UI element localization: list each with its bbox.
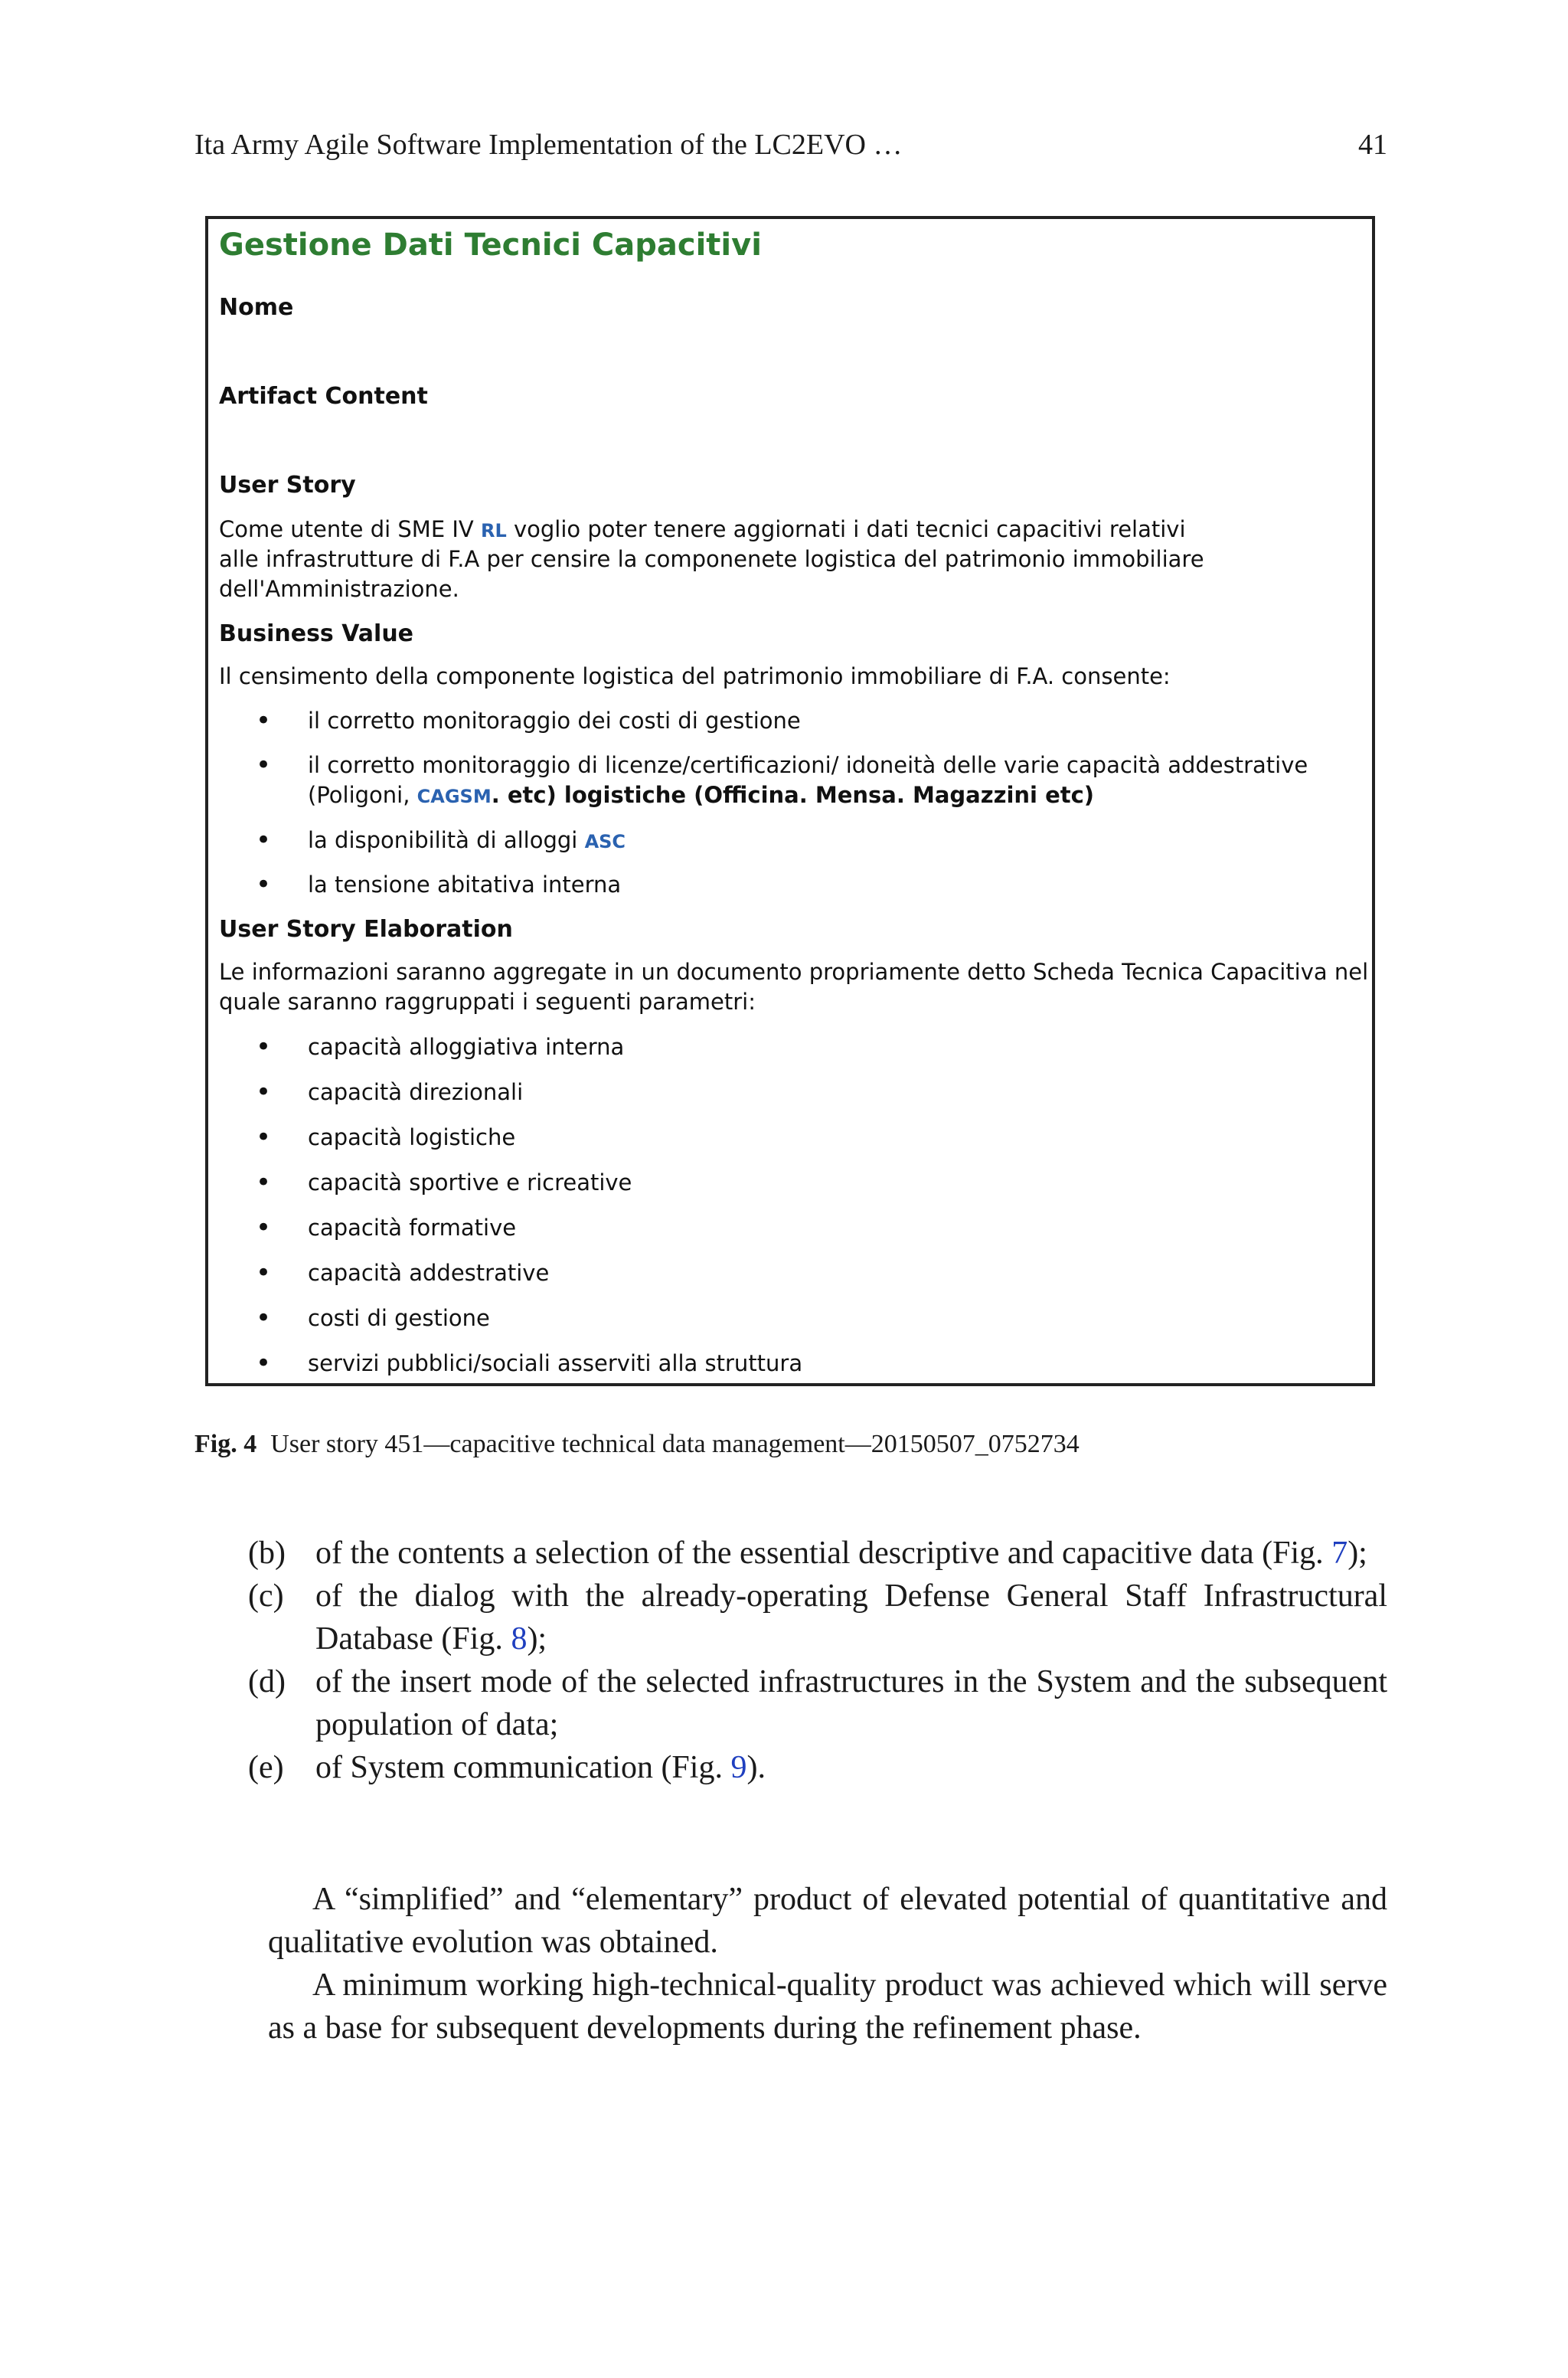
user-story-line-1-start: Come utente di SME IV (219, 516, 481, 542)
figure-ref-link[interactable]: 7 (1331, 1536, 1348, 1571)
list-item (254, 1213, 802, 1243)
enum-body: of the contents a selection of the essential descriptive and capacitive data (Fig. (315, 1536, 1332, 1571)
list-item (254, 870, 621, 900)
list-item-text: il corretto monitoraggio di licenze/certificazioni/ idoneità delle varie capacità addestrative (308, 752, 1308, 778)
asc-tag: ASC (584, 831, 626, 852)
nome-label: Nome (219, 294, 294, 321)
user-story-line-3: dell'Amministrazione. (219, 576, 459, 602)
list-item (254, 1168, 802, 1198)
list-item (254, 1258, 802, 1288)
user-story-elaboration-label: User Story Elaboration (219, 916, 513, 943)
enum-body: of the dialog with the already-operating Defense General Staff Infrastructural Database (Fig. (315, 1578, 1387, 1657)
enumerated-list (237, 1532, 1387, 1789)
enum-body: of the insert mode of the selected infrastructures in the System and the subsequent population of data; (315, 1664, 1387, 1742)
caption-label: Fig. 4 (194, 1430, 257, 1458)
business-value-label: Business Value (219, 620, 414, 647)
list-item-continuation (308, 782, 1094, 808)
list-item (254, 1349, 802, 1379)
business-value-list-2 (254, 751, 1308, 812)
user-story-line-1-end: voglio poter tenere aggiornati i dati tecnici capacitivi relativi (506, 516, 1186, 542)
enum-text (315, 1575, 1387, 1660)
figure-caption (194, 1428, 1080, 1461)
business-value-list-3 (254, 826, 626, 857)
logistiche-bold-text: . etc) logistiche (Officina. Mensa. Magazzini etc) (491, 782, 1095, 808)
artifact-content-label: Artifact Content (219, 383, 428, 410)
list-item (237, 1575, 1387, 1660)
list-item (254, 1123, 802, 1153)
list-item (237, 1746, 1387, 1789)
running-head-title: Ita Army Agile Software Implementation of the LC2EVO … (194, 129, 903, 161)
user-story-label: User Story (219, 472, 356, 499)
page-number: 41 (1358, 129, 1387, 161)
running-head (194, 126, 1387, 164)
business-value-list-4 (254, 870, 621, 900)
paragraph: A “simplified” and “elementary” product of elevated potential of quantitative and qualitative evolution was obtained. (268, 1882, 1387, 1960)
list-item-text: capacità addestrative (308, 1260, 550, 1286)
figure-title: Gestione Dati Tecnici Capacitivi (219, 227, 762, 263)
list-item (254, 751, 1308, 812)
paragraph: A minimum working high-technical-quality product was achieved which will serve as a base for subsequent developments during the refinement phase. (268, 1967, 1387, 2046)
enum-tail: ). (746, 1750, 766, 1785)
body-paragraphs (268, 1878, 1387, 2049)
user-story-line-2: alle infrastrutture di F.A per censire la componenete logistica del patrimonio immobiliare (219, 546, 1204, 572)
enum-text (315, 1660, 1387, 1746)
user-story-line-1 (219, 515, 1186, 546)
enum-tail: ); (1348, 1536, 1367, 1571)
business-value-list (254, 706, 801, 736)
list-item (254, 1032, 802, 1062)
list-item-text: capacità direzionali (308, 1079, 524, 1105)
caption-text: User story 451—capacitive technical data management—20150507_0752734 (270, 1430, 1080, 1458)
list-item-text: costi di gestione (308, 1305, 490, 1331)
list-item-text: capacità alloggiativa interna (308, 1034, 625, 1060)
enum-key: (e) (248, 1750, 284, 1785)
list-item (254, 1078, 802, 1107)
figure-4-box (205, 216, 1375, 1386)
enum-tail: ); (527, 1621, 547, 1657)
list-item-text: servizi pubblici/sociali asserviti alla struttura (308, 1350, 803, 1376)
list-item-text: capacità sportive e ricreative (308, 1169, 632, 1196)
list-item (237, 1532, 1387, 1575)
list-item-text: capacità formative (308, 1215, 517, 1241)
list-item-text: il corretto monitoraggio dei costi di gestione (308, 708, 801, 734)
cagsm-tag: CAGSM (416, 786, 492, 807)
enum-text (315, 1532, 1387, 1575)
list-item (254, 706, 801, 736)
poligoni-text: (Poligoni, (308, 782, 417, 808)
list-item (254, 826, 626, 857)
figure-ref-link[interactable]: 9 (730, 1750, 747, 1785)
enum-body: of System communication (Fig. (315, 1750, 731, 1785)
business-value-intro: Il censimento della componente logistica del patrimonio immobiliare di F.A. consente: (219, 663, 1171, 689)
rl-tag: RL (480, 520, 507, 541)
enum-key: (b) (248, 1536, 286, 1571)
elaboration-parameters-list (254, 1032, 802, 1379)
list-item-text: la tensione abitativa interna (308, 872, 622, 898)
enum-key: (d) (248, 1664, 286, 1699)
figure-ref-link[interactable]: 8 (511, 1621, 528, 1657)
list-item-text: capacità logistiche (308, 1124, 516, 1150)
enum-text (315, 1746, 1387, 1789)
enum-key: (c) (248, 1578, 284, 1614)
elaboration-line-1: Le informazioni saranno aggregate in un documento propriamente detto Scheda Tecnica Capacitiva nel (219, 959, 1369, 985)
list-item (237, 1660, 1387, 1746)
elaboration-line-2: quale saranno raggruppati i seguenti parametri: (219, 989, 756, 1015)
list-item (254, 1303, 802, 1333)
list-item-text: la disponibilità di alloggi (308, 827, 578, 853)
